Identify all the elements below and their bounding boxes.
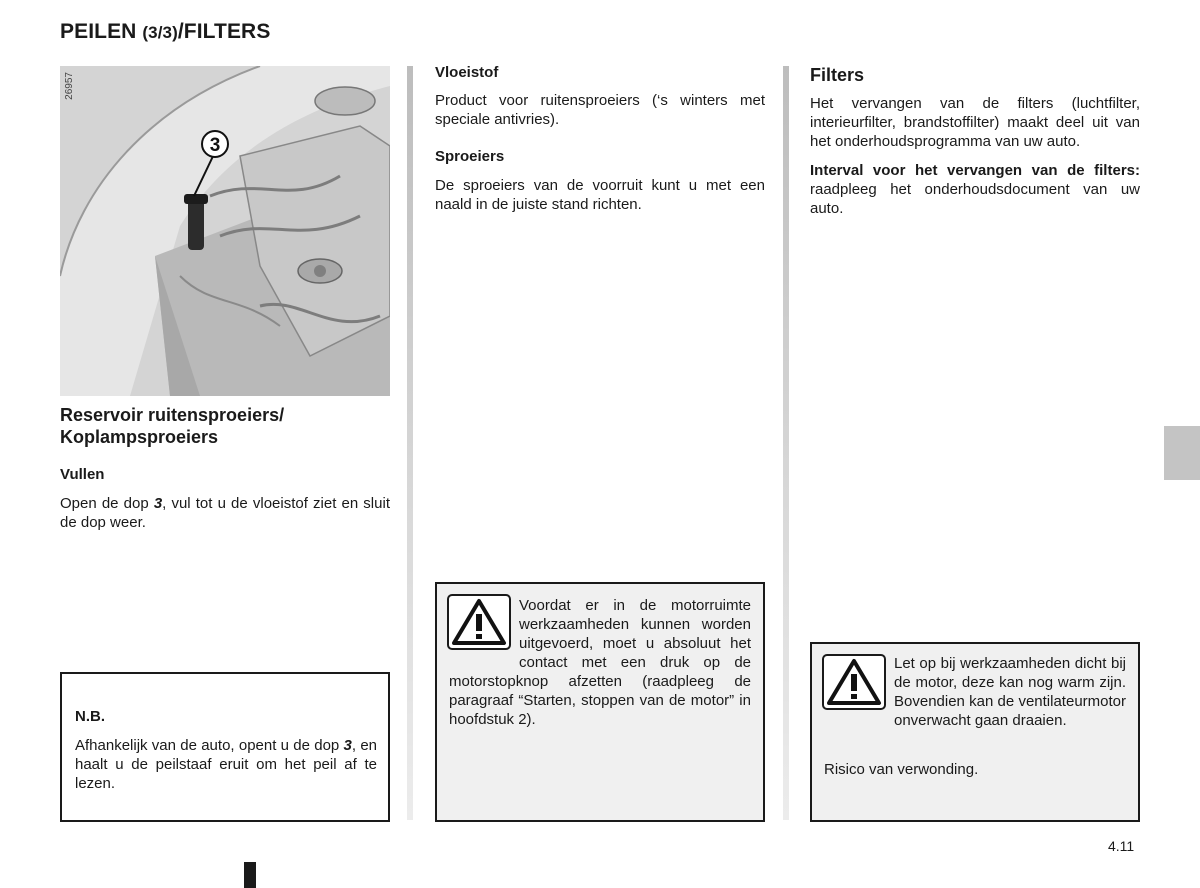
warning-hot-engine-text: Let op bij werkzaamheden dicht bij de motor, deze kan nog warm zijn. Bovendien kan de ventilateurmotor onverwacht gaan draaien. [894,655,1126,729]
column-divider-2 [783,66,789,820]
filters-heading: Filters [810,65,865,85]
column-divider-1 [407,66,413,820]
fluid-text: Product voor ruitensproeiers (‘s winters met speciale antivries). [435,92,765,128]
warning-box-engine [435,582,765,822]
section-heading-reservoir: Reservoir ruitensproeiers/ Koplampsproeiers [60,405,285,447]
filters-interval: Interval voor het vervangen van de filters: raadpleeg het onderhoudsdocument van uw auto. [810,162,1140,217]
page-marker [244,862,256,888]
page-number: 4.11 [1108,838,1135,854]
engine-bay-figure [60,66,390,396]
page-title: PEILEN (3/3)/FILTERS [60,20,271,43]
note-title: N.B. [75,708,105,725]
note-text: Afhankelijk van de auto, opent u de dop 3, en haalt u de peilstaaf eruit om het peil af te lezen. [75,737,377,792]
chapter-tab [1164,426,1200,480]
callout-3-label: 3 [209,135,221,156]
warning-injury-risk: Risico van verwonding. [824,761,979,778]
sprayers-heading: Sproeiers [435,148,505,165]
fill-instructions: Open de dop 3, vul tot u de vloeistof ziet en sluit de dop weer. [60,495,390,531]
sprayers-text: De sproeiers van de voorruit kunt u met een naald in de juiste stand richten. [435,177,765,213]
warning-engine-text: Voordat er in de motorruimte werkzaamheden kunnen worden uitgevoerd, moet u absoluut het contact met een druk op de motorstopknop afzetten (raadpleeg de paragraaf “Starten, stoppen van de motor” in hoofdstuk 2). [449,597,751,728]
fill-heading: Vullen [60,466,105,483]
filters-intro: Het vervangen van de filters (luchtfilter, interieurfilter, brandstoffilter) maakt deel uit van het onderhoudsprogramma van uw auto. [810,95,1140,150]
warning-box-hot-engine [810,642,1140,822]
figure-code: 26957 [64,72,75,100]
note-box [60,672,390,822]
engine-bay-illustration [60,66,390,396]
fluid-heading: Vloeistof [435,64,499,81]
